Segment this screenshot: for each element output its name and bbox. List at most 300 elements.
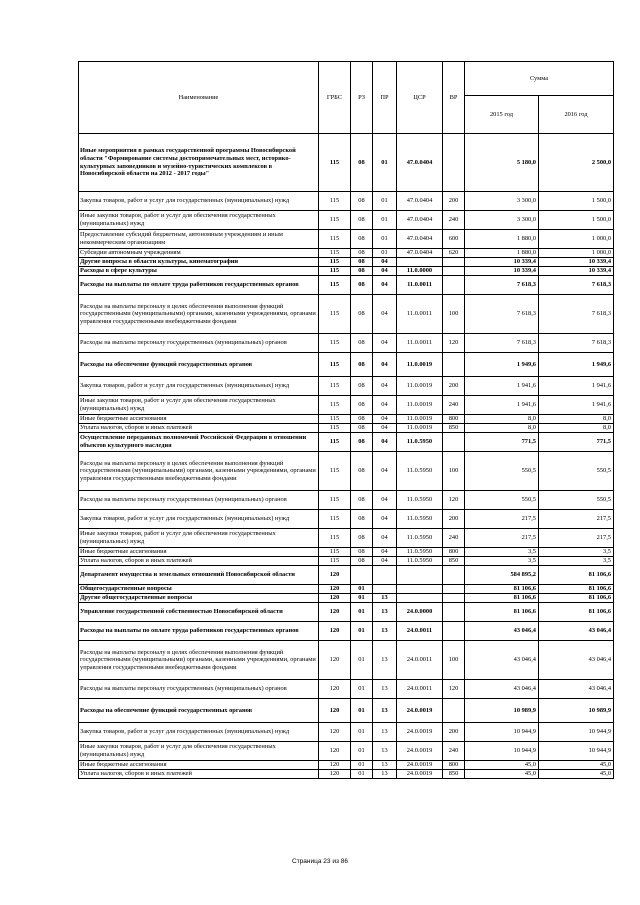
row-grbs: 115 [319, 491, 351, 510]
row-name: Иные бюджетные ассигнования [79, 548, 319, 557]
row-name: Расходы на выплаты персоналу государственных (муниципальных) органов [79, 680, 319, 699]
row-vr: 200 [443, 192, 465, 211]
row-pr: 13 [373, 770, 397, 779]
row-sum-2015: 43 046,4 [465, 622, 539, 641]
row-rz: 01 [351, 699, 373, 723]
row-sum-2016: 7 618,3 [539, 276, 614, 295]
row-grbs: 115 [319, 433, 351, 452]
row-sum-2016: 1 500,0 [539, 192, 614, 211]
table-row [79, 267, 614, 276]
row-grbs: 115 [319, 510, 351, 529]
table-row [79, 249, 614, 258]
row-name: Закупка товаров, работ и услуг для государственных (муниципальных) нужд [79, 510, 319, 529]
header-sum: Сумма [465, 62, 614, 96]
row-rz: 01 [351, 723, 373, 742]
row-csr: 11.0.0019 [397, 353, 443, 377]
table-row [79, 742, 614, 761]
row-pr: 04 [373, 415, 397, 424]
row-vr: 620 [443, 249, 465, 258]
row-vr: 850 [443, 424, 465, 433]
row-pr: 04 [373, 295, 397, 334]
row-csr: 24.0.0000 [397, 603, 443, 622]
row-csr: 11.0.0019 [397, 415, 443, 424]
row-csr: 11.0.5950 [397, 491, 443, 510]
header-grbs: ГРБС [319, 62, 351, 134]
row-grbs: 120 [319, 723, 351, 742]
row-grbs: 115 [319, 134, 351, 192]
row-pr: 04 [373, 557, 397, 566]
row-grbs: 115 [319, 529, 351, 548]
page-footer: Страница 23 из 86 [292, 858, 348, 865]
row-csr: 11.0.0019 [397, 377, 443, 396]
row-name: Расходы на выплаты по оплате труда работников государственных органов [79, 276, 319, 295]
row-grbs: 115 [319, 415, 351, 424]
row-name: Другие вопросы в области культуры, кинематографии [79, 258, 319, 267]
row-name: Расходы в сфере культуры [79, 267, 319, 276]
row-csr: 11.0.0019 [397, 396, 443, 415]
row-csr: 24.0.0019 [397, 761, 443, 770]
row-grbs: 115 [319, 424, 351, 433]
row-sum-2016: 217,5 [539, 510, 614, 529]
row-name: Расходы на выплаты персоналу в целях обеспечения выполнения функций государственными (муниципальными) органами, казенными учреждениями, органами управления государственными внебюджетными фондами [79, 295, 319, 334]
row-vr: 800 [443, 548, 465, 557]
row-name: Расходы на обеспечение функций государственных органов [79, 699, 319, 723]
header-rz: РЗ [351, 62, 373, 134]
row-vr [443, 585, 465, 594]
row-sum-2015: 8,0 [465, 415, 539, 424]
row-sum-2016: 550,5 [539, 452, 614, 491]
row-name: Расходы на выплаты персоналу в целях обеспечения выполнения функций государственными (муниципальными) органами, казенными учреждениями, органами управления государственными внебюджетными фондами [79, 452, 319, 491]
row-csr: 11.0.5950 [397, 433, 443, 452]
row-sum-2015: 550,5 [465, 452, 539, 491]
row-name: Иные закупки товаров, работ и услуг для обеспечения государственных (муниципальных) нужд [79, 211, 319, 230]
row-pr: 13 [373, 603, 397, 622]
row-sum-2016: 7 618,3 [539, 334, 614, 353]
row-sum-2015: 10 339,4 [465, 267, 539, 276]
row-name: Осуществление переданных полномочий Российской Федерации в отношении объектов культурного наследия [79, 433, 319, 452]
row-vr: 800 [443, 415, 465, 424]
row-vr: 200 [443, 723, 465, 742]
budget-table [78, 61, 614, 779]
table-row [79, 594, 614, 603]
row-sum-2015: 7 618,3 [465, 295, 539, 334]
row-vr [443, 353, 465, 377]
row-csr: 24.0.0011 [397, 622, 443, 641]
row-grbs: 120 [319, 622, 351, 641]
row-pr: 13 [373, 641, 397, 680]
row-pr: 13 [373, 680, 397, 699]
row-rz: 08 [351, 249, 373, 258]
row-vr [443, 699, 465, 723]
row-name: Управление государственной собственностью Новосибирской области [79, 603, 319, 622]
row-rz: 08 [351, 258, 373, 267]
row-pr: 04 [373, 491, 397, 510]
row-csr: 47.0.0404 [397, 230, 443, 249]
row-pr: 04 [373, 424, 397, 433]
row-sum-2015: 10 339,4 [465, 258, 539, 267]
row-rz: 01 [351, 622, 373, 641]
row-sum-2015: 10 944,9 [465, 723, 539, 742]
row-vr: 100 [443, 452, 465, 491]
table-row [79, 334, 614, 353]
table-row [79, 603, 614, 622]
row-vr: 240 [443, 396, 465, 415]
row-sum-2015: 217,5 [465, 529, 539, 548]
row-sum-2016: 43 046,4 [539, 622, 614, 641]
table-row [79, 134, 614, 192]
table-header [79, 62, 614, 134]
row-csr: 24.0.0019 [397, 742, 443, 761]
table-row [79, 415, 614, 424]
row-rz: 01 [351, 603, 373, 622]
row-sum-2016: 43 046,4 [539, 641, 614, 680]
row-sum-2015: 10 989,9 [465, 699, 539, 723]
row-sum-2016: 217,5 [539, 529, 614, 548]
row-rz: 01 [351, 742, 373, 761]
row-pr: 13 [373, 742, 397, 761]
table-row [79, 699, 614, 723]
table-row [79, 276, 614, 295]
table-row [79, 258, 614, 267]
header-year-2015: 2015 год [465, 96, 539, 134]
row-pr [373, 585, 397, 594]
row-rz: 08 [351, 557, 373, 566]
row-sum-2016: 1 941,6 [539, 377, 614, 396]
row-sum-2015: 1 949,6 [465, 353, 539, 377]
row-sum-2016: 2 500,0 [539, 134, 614, 192]
row-name: Департамент имущества и земельных отношений Новосибирской области [79, 566, 319, 585]
row-grbs: 120 [319, 699, 351, 723]
row-name: Уплата налогов, сборов и иных платежей [79, 424, 319, 433]
row-rz: 08 [351, 424, 373, 433]
row-sum-2016: 10 989,9 [539, 699, 614, 723]
row-name: Иные мероприятия в рамках государственной программы Новосибирской области "Формирование системы достопримечательных мест, историко-культурных заповедников и музейно-туристических комплексов в Новосибирской области на 2012 - 2017 годы" [79, 134, 319, 192]
table-row [79, 230, 614, 249]
row-sum-2016: 10 339,4 [539, 267, 614, 276]
row-sum-2015: 1 880,0 [465, 249, 539, 258]
row-rz: 08 [351, 295, 373, 334]
row-pr: 04 [373, 510, 397, 529]
row-sum-2016: 81 106,6 [539, 585, 614, 594]
row-pr: 13 [373, 594, 397, 603]
row-rz: 08 [351, 211, 373, 230]
table-row [79, 192, 614, 211]
row-csr: 11.0.5950 [397, 510, 443, 529]
row-sum-2016: 1 949,6 [539, 353, 614, 377]
row-vr: 100 [443, 641, 465, 680]
row-sum-2015: 81 106,6 [465, 603, 539, 622]
row-sum-2015: 1 941,6 [465, 396, 539, 415]
row-pr: 04 [373, 334, 397, 353]
row-sum-2015: 771,5 [465, 433, 539, 452]
row-vr [443, 566, 465, 585]
row-grbs: 120 [319, 742, 351, 761]
row-pr: 04 [373, 353, 397, 377]
row-csr: 11.0.0011 [397, 295, 443, 334]
row-pr: 13 [373, 761, 397, 770]
row-vr: 800 [443, 761, 465, 770]
row-sum-2015: 7 618,3 [465, 276, 539, 295]
row-pr: 04 [373, 377, 397, 396]
row-grbs: 115 [319, 230, 351, 249]
row-pr [373, 566, 397, 585]
row-vr: 100 [443, 295, 465, 334]
row-sum-2016: 3,5 [539, 548, 614, 557]
header-pr: ПР [373, 62, 397, 134]
row-sum-2016: 1 000,0 [539, 249, 614, 258]
header-csr: ЦСР [397, 62, 443, 134]
row-sum-2016: 43 046,4 [539, 680, 614, 699]
row-sum-2016: 81 106,6 [539, 594, 614, 603]
row-sum-2015: 45,0 [465, 770, 539, 779]
row-rz: 08 [351, 192, 373, 211]
row-csr: 11.0.5950 [397, 529, 443, 548]
row-sum-2015: 10 944,9 [465, 742, 539, 761]
row-sum-2016: 550,5 [539, 491, 614, 510]
table-row [79, 353, 614, 377]
row-grbs: 115 [319, 452, 351, 491]
row-pr: 04 [373, 396, 397, 415]
row-rz: 01 [351, 585, 373, 594]
table-row [79, 452, 614, 491]
row-vr: 850 [443, 557, 465, 566]
row-sum-2015: 81 106,6 [465, 585, 539, 594]
row-sum-2015: 217,5 [465, 510, 539, 529]
row-name: Другие общегосударственные вопросы [79, 594, 319, 603]
row-grbs: 115 [319, 211, 351, 230]
row-pr: 04 [373, 433, 397, 452]
row-sum-2015: 1 941,6 [465, 377, 539, 396]
row-csr: 11.0.5950 [397, 548, 443, 557]
table-row [79, 510, 614, 529]
row-vr: 120 [443, 491, 465, 510]
row-csr: 47.0.0404 [397, 192, 443, 211]
row-grbs: 115 [319, 258, 351, 267]
table-row [79, 641, 614, 680]
row-vr: 240 [443, 742, 465, 761]
row-sum-2015: 43 046,4 [465, 680, 539, 699]
row-name: Расходы на выплаты персоналу государственных (муниципальных) органов [79, 334, 319, 353]
row-name: Уплата налогов, сборов и иных платежей [79, 557, 319, 566]
row-name: Иные бюджетные ассигнования [79, 761, 319, 770]
row-grbs: 115 [319, 276, 351, 295]
row-grbs: 120 [319, 680, 351, 699]
row-name: Закупка товаров, работ и услуг для государственных (муниципальных) нужд [79, 192, 319, 211]
row-csr: 24.0.0011 [397, 641, 443, 680]
row-csr [397, 258, 443, 267]
table-row [79, 585, 614, 594]
row-sum-2016: 8,0 [539, 415, 614, 424]
row-csr: 24.0.0011 [397, 680, 443, 699]
row-csr [397, 594, 443, 603]
row-sum-2015: 3 300,0 [465, 211, 539, 230]
row-grbs: 120 [319, 641, 351, 680]
row-csr: 11.0.0011 [397, 334, 443, 353]
row-sum-2016: 81 106,6 [539, 603, 614, 622]
row-rz: 01 [351, 761, 373, 770]
row-sum-2015: 550,5 [465, 491, 539, 510]
row-rz: 08 [351, 452, 373, 491]
row-name: Закупка товаров, работ и услуг для государственных (муниципальных) нужд [79, 377, 319, 396]
row-sum-2016: 771,5 [539, 433, 614, 452]
row-csr: 24.0.0019 [397, 699, 443, 723]
row-grbs: 115 [319, 548, 351, 557]
row-csr: 11.0.0000 [397, 267, 443, 276]
row-pr: 04 [373, 452, 397, 491]
row-sum-2015: 3,5 [465, 548, 539, 557]
row-vr: 240 [443, 529, 465, 548]
row-sum-2016: 45,0 [539, 761, 614, 770]
row-grbs: 120 [319, 566, 351, 585]
row-vr: 120 [443, 680, 465, 699]
row-grbs: 115 [319, 353, 351, 377]
row-rz: 01 [351, 594, 373, 603]
row-rz: 08 [351, 334, 373, 353]
row-grbs: 115 [319, 557, 351, 566]
row-pr: 04 [373, 267, 397, 276]
row-name: Иные закупки товаров, работ и услуг для обеспечения государственных (муниципальных) нужд [79, 396, 319, 415]
row-sum-2016: 3,5 [539, 557, 614, 566]
row-vr: 850 [443, 770, 465, 779]
row-rz: 08 [351, 134, 373, 192]
row-sum-2016: 10 944,9 [539, 742, 614, 761]
row-csr: 47.0.0404 [397, 134, 443, 192]
row-rz: 08 [351, 267, 373, 276]
row-sum-2016: 1 941,6 [539, 396, 614, 415]
table-row [79, 529, 614, 548]
row-name: Расходы на выплаты персоналу государственных (муниципальных) органов [79, 491, 319, 510]
row-name: Расходы на обеспечение функций государственных органов [79, 353, 319, 377]
row-csr: 24.0.0019 [397, 770, 443, 779]
row-csr [397, 566, 443, 585]
table-row [79, 622, 614, 641]
table-row [79, 211, 614, 230]
row-vr: 120 [443, 334, 465, 353]
row-name: Общегосударственные вопросы [79, 585, 319, 594]
row-name: Расходы на выплаты персоналу в целях обеспечения выполнения функций государственными (муниципальными) органами, казенными учреждениями, органами управления государственными внебюджетными фондами [79, 641, 319, 680]
row-rz: 08 [351, 491, 373, 510]
row-grbs: 120 [319, 594, 351, 603]
row-sum-2015: 45,0 [465, 761, 539, 770]
row-pr: 01 [373, 192, 397, 211]
table-row [79, 396, 614, 415]
row-grbs: 115 [319, 396, 351, 415]
row-sum-2016: 7 618,3 [539, 295, 614, 334]
row-vr [443, 134, 465, 192]
row-sum-2016: 8,0 [539, 424, 614, 433]
row-sum-2015: 3,5 [465, 557, 539, 566]
row-sum-2015: 1 880,0 [465, 230, 539, 249]
row-sum-2015: 81 106,6 [465, 594, 539, 603]
row-vr [443, 276, 465, 295]
row-vr: 240 [443, 211, 465, 230]
row-vr: 200 [443, 377, 465, 396]
row-vr [443, 594, 465, 603]
row-rz: 08 [351, 415, 373, 424]
table-row [79, 548, 614, 557]
table-row [79, 680, 614, 699]
row-vr [443, 603, 465, 622]
row-grbs: 115 [319, 334, 351, 353]
row-rz: 08 [351, 529, 373, 548]
row-name: Расходы на выплаты по оплате труда работников государственных органов [79, 622, 319, 641]
row-sum-2016: 10 944,9 [539, 723, 614, 742]
row-vr [443, 433, 465, 452]
row-csr: 11.0.0019 [397, 424, 443, 433]
row-grbs: 115 [319, 377, 351, 396]
row-grbs: 120 [319, 585, 351, 594]
row-sum-2015: 43 046,4 [465, 641, 539, 680]
row-csr [397, 585, 443, 594]
row-grbs: 115 [319, 295, 351, 334]
row-csr: 47.0.0404 [397, 211, 443, 230]
row-grbs: 120 [319, 603, 351, 622]
row-pr: 01 [373, 230, 397, 249]
table-row [79, 770, 614, 779]
row-vr: 600 [443, 230, 465, 249]
row-name: Предоставление субсидий бюджетным, автономным учреждениям и иным некоммерческим организациям [79, 230, 319, 249]
row-vr [443, 258, 465, 267]
row-rz: 08 [351, 377, 373, 396]
row-rz: 01 [351, 680, 373, 699]
row-rz: 01 [351, 641, 373, 680]
row-sum-2016: 1 000,0 [539, 230, 614, 249]
row-name: Уплата налогов, сборов и иных платежей [79, 770, 319, 779]
row-sum-2016: 1 500,0 [539, 211, 614, 230]
row-pr: 04 [373, 258, 397, 267]
row-rz: 08 [351, 433, 373, 452]
row-pr: 01 [373, 249, 397, 258]
row-rz [351, 566, 373, 585]
table-row [79, 433, 614, 452]
row-pr: 01 [373, 211, 397, 230]
row-name: Иные закупки товаров, работ и услуг для обеспечения государственных (муниципальных) нужд [79, 742, 319, 761]
row-rz: 08 [351, 548, 373, 557]
row-name: Субсидии автономным учреждениям [79, 249, 319, 258]
row-rz: 08 [351, 276, 373, 295]
row-rz: 08 [351, 353, 373, 377]
row-pr: 04 [373, 548, 397, 557]
row-sum-2016: 45,0 [539, 770, 614, 779]
table-row [79, 295, 614, 334]
row-csr: 11.0.5950 [397, 452, 443, 491]
row-grbs: 120 [319, 770, 351, 779]
row-sum-2015: 5 180,0 [465, 134, 539, 192]
header-name: Наименование [79, 62, 319, 134]
row-pr: 04 [373, 529, 397, 548]
row-pr: 13 [373, 723, 397, 742]
table-body [79, 134, 614, 779]
row-rz: 08 [351, 510, 373, 529]
table-row [79, 761, 614, 770]
row-csr: 47.0.0404 [397, 249, 443, 258]
row-pr: 13 [373, 622, 397, 641]
row-sum-2016: 10 339,4 [539, 258, 614, 267]
header-vr: ВР [443, 62, 465, 134]
row-vr: 200 [443, 510, 465, 529]
row-grbs: 115 [319, 249, 351, 258]
row-rz: 08 [351, 396, 373, 415]
row-grbs: 120 [319, 761, 351, 770]
row-vr [443, 622, 465, 641]
row-grbs: 115 [319, 192, 351, 211]
table-row [79, 566, 614, 585]
table-row [79, 557, 614, 566]
row-pr: 01 [373, 134, 397, 192]
row-sum-2015: 8,0 [465, 424, 539, 433]
row-pr: 04 [373, 276, 397, 295]
row-sum-2016: 81 106,6 [539, 566, 614, 585]
